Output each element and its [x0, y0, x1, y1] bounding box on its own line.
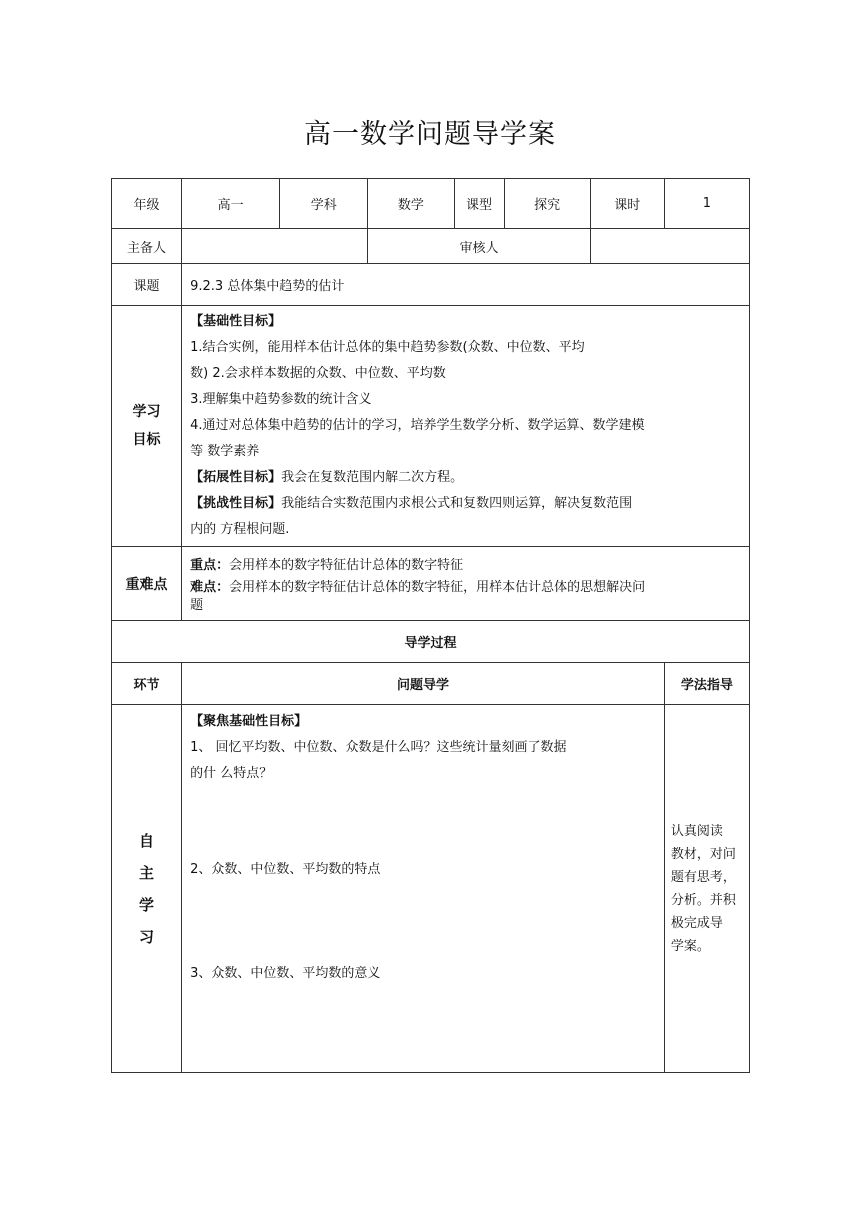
process-columns-row	[112, 663, 750, 705]
col-step: 环节	[112, 663, 182, 705]
challenge-objective: 【挑战性目标】我能结合实数范围内求根公式和复数四则运算，解决复数范围	[190, 496, 633, 511]
process-header: 导学过程	[112, 621, 750, 663]
self-study-row	[112, 705, 750, 1073]
basic-objective-4b: 等 数学素养	[190, 444, 260, 459]
focus-heading: 【聚焦基础性目标】	[190, 714, 308, 729]
col-method: 学法指导	[664, 663, 749, 705]
subject-label: 学科	[280, 179, 368, 229]
topic-row	[112, 264, 750, 306]
challenge-objective-cont: 内的 方程根问题.	[190, 522, 290, 537]
process-header-row	[112, 621, 750, 663]
preparer-value	[182, 229, 368, 264]
lesson-plan-table	[111, 178, 750, 1073]
grade-label: 年级	[112, 179, 182, 229]
grade-value: 高一	[182, 179, 280, 229]
question-1b: 的什 么特点？	[190, 766, 273, 781]
topic-label: 课题	[112, 264, 182, 306]
objectives-row	[112, 306, 750, 547]
basic-objective-4a: 4.通过对总体集中趋势的估计的学习，培养学生数学分析、数学运算、数学建模	[190, 418, 645, 433]
preparer-label: 主备人	[112, 229, 182, 264]
basic-objective-heading: 【基础性目标】	[190, 314, 282, 329]
question-2: 2、众数、中位数、平均数的特点	[190, 862, 381, 877]
reviewer-value	[590, 229, 749, 264]
objectives-label: 学习 目标	[112, 306, 182, 547]
extended-objective: 【拓展性目标】我会在复数范围内解二次方程。	[190, 470, 464, 485]
method-guidance: 认真阅读 教材，对问 题有思考， 分析。并积 极完成导 学案。	[664, 705, 749, 1073]
period-value: 1	[664, 179, 749, 229]
difficulty-label: 重难点	[112, 547, 182, 621]
objectives-content	[182, 306, 750, 547]
key-point: 重点：会用样本的数字特征估计总体的数字特征	[190, 557, 464, 573]
topic-value: 9.2.3 总体集中趋势的估计	[182, 264, 750, 306]
hard-point: 难点：会用样本的数字特征估计总体的数字特征，用样本估计总体的思想解决问	[190, 579, 646, 595]
basic-objective-3: 3.理解集中趋势参数的统计含义	[190, 392, 372, 407]
question-3: 3、众数、中位数、平均数的意义	[190, 966, 381, 981]
basic-objective-1b: 数) 2.会求样本数据的众数、中位数、平均数	[190, 366, 446, 381]
self-study-label: 自 主 学 习	[112, 705, 182, 1073]
period-label: 课时	[590, 179, 664, 229]
type-value: 探究	[504, 179, 590, 229]
type-label: 课型	[454, 179, 504, 229]
difficulty-row	[112, 547, 750, 621]
hard-point-cont: 题	[190, 597, 204, 613]
page-title: 高一数学问题导学案	[304, 119, 556, 150]
reviewer-label: 审核人	[368, 229, 590, 264]
preparer-row	[112, 229, 750, 264]
basic-objective-1a: 1.结合实例，能用样本估计总体的集中趋势参数(众数、中位数、平均	[190, 340, 585, 355]
self-study-questions	[182, 705, 665, 1073]
subject-value: 数学	[368, 179, 454, 229]
col-question: 问题导学	[182, 663, 665, 705]
difficulty-content	[182, 547, 750, 621]
info-row	[112, 179, 750, 229]
question-1a: 1、 回忆平均数、中位数、众数是什么吗？这些统计量刻画了数据	[190, 740, 567, 755]
